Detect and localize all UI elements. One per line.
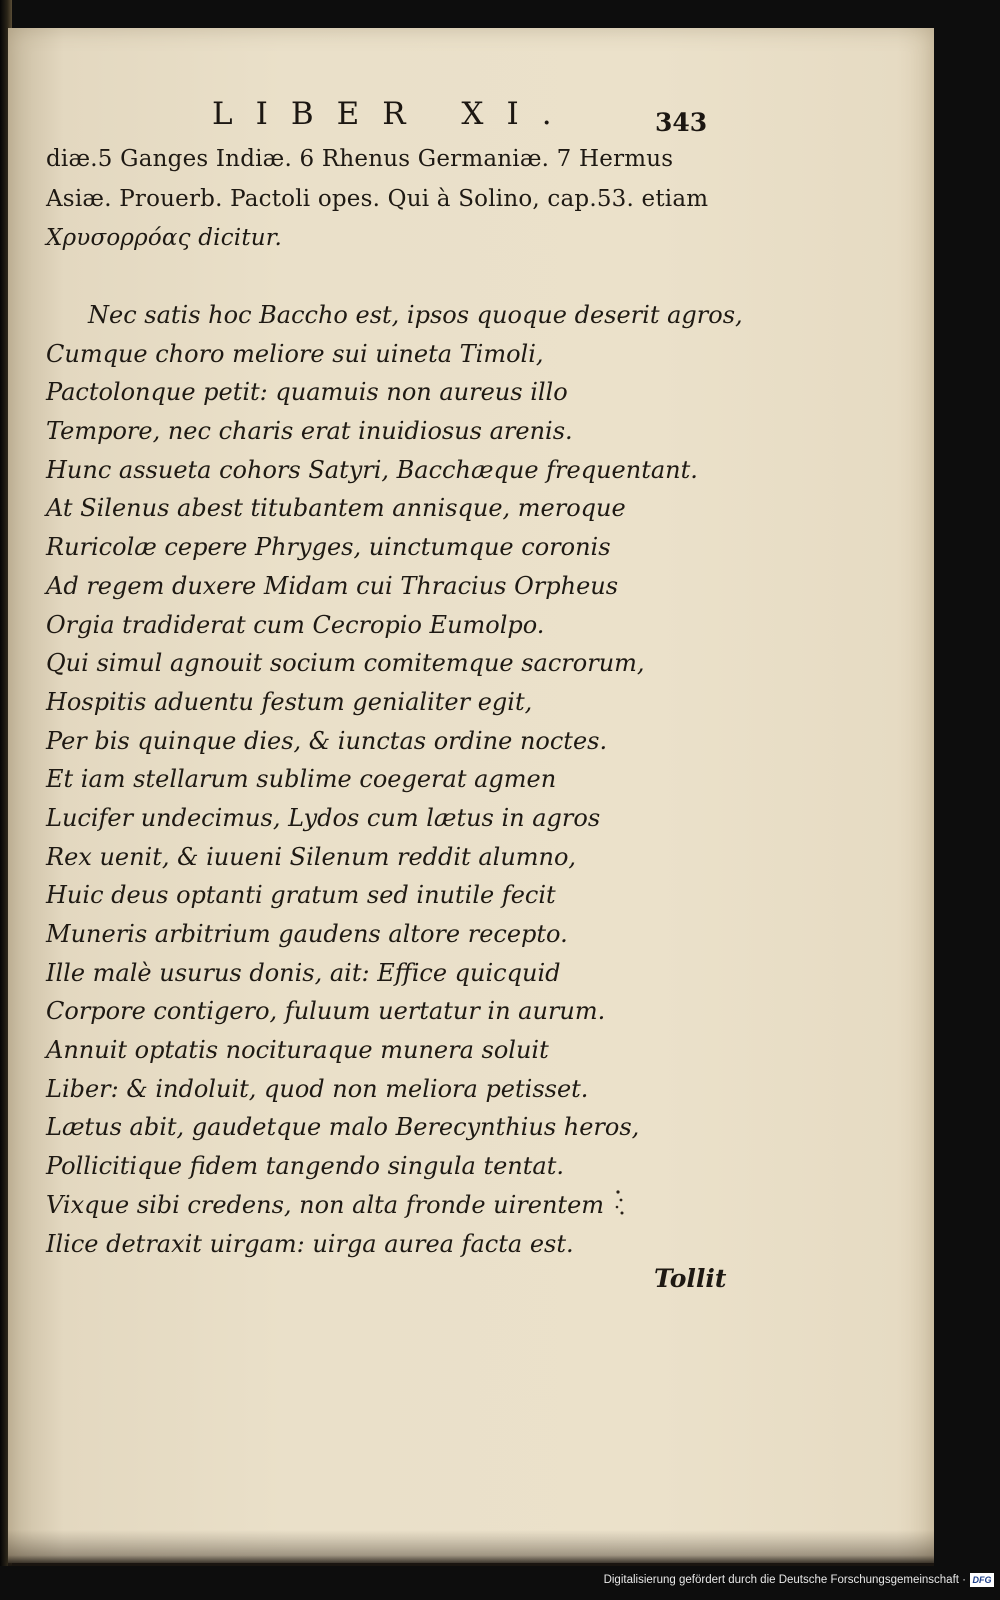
verse-line: Nec satis hoc Baccho est, ipsos quoque deserit agros,: [88, 301, 743, 329]
verse-line: Et iam stellarum sublime coegerat agmen: [46, 765, 557, 794]
verse-line: Ilice detraxit uirgam: uirga aurea facta est.: [46, 1229, 574, 1258]
verse-line: At Silenus abest titubantem annisque, meroque: [46, 494, 626, 523]
verse-line: Ille malè usurus donis, ait: Effice quicquid: [46, 958, 561, 987]
running-head: LIBER XI.: [212, 96, 575, 132]
verse-line: Rex uenit, & iuueni Silenum reddit alumno,: [46, 842, 577, 871]
verse-line: Pollicitique fidem tangendo singula tentat.: [46, 1152, 564, 1181]
verse-line: Muneris arbitrium gaudens altore recepto.: [46, 920, 568, 948]
verse-line: Ad regem duxere Midam cui Thracius Orpheus: [46, 571, 619, 600]
verse-line: Hunc assueta cohors Satyri, Bacchæque frequentant.: [46, 455, 698, 484]
commentary-line: Χρυσορρόας dicitur.: [46, 225, 282, 251]
verse-line: Liber: & indoluit, quod non meliora petisset.: [46, 1074, 589, 1103]
verse-line: Annuit optatis nocituraque munera soluit: [46, 1036, 549, 1065]
verse-line: Qui simul agnouit socium comitemque sacrorum,: [46, 649, 645, 678]
funding-credit: Digitalisierung gefördert durch die Deutsche Forschungsgemeinschaft ·: [603, 1574, 966, 1586]
verse-line: Cumque choro meliore sui uineta Timoli,: [46, 339, 544, 368]
verse-line: Per bis quinque dies, & iunctas ordine noctes.: [46, 726, 608, 755]
verse-line: Lucifer undecimus, Lydos cum lætus in agros: [46, 803, 601, 832]
commentary-line: diæ.5 Ganges Indiæ. 6 Rhenus Germaniæ. 7 Hermus: [46, 146, 674, 172]
ink-specks: [612, 1188, 628, 1218]
verse-line: Lætus abit, gaudetque malo Berecynthius heros,: [46, 1113, 640, 1142]
catchword: Tollit: [654, 1264, 727, 1293]
verse-line: Ruricolæ cepere Phryges, uinctumque coronis: [46, 533, 611, 562]
commentary-line: Asiæ. Prouerb. Pactoli opes. Qui à Solino, cap.53. etiam: [46, 186, 709, 212]
verse-line: Huic deus optanti gratum sed inutile fecit: [46, 881, 556, 910]
verse-block: [46, 296, 746, 1263]
verse-line: Corpore contigero, fuluum uertatur in aurum.: [46, 997, 606, 1026]
verse-line: Vixque sibi credens, non alta fronde uirentem: [46, 1190, 605, 1219]
verse-line: Orgia tradiderat cum Cecropio Eumolpo.: [46, 610, 545, 639]
verse-line: Pactolonque petit: quamuis non aureus illo: [46, 378, 568, 407]
page-shadow: [8, 1530, 934, 1566]
verse-line: Hospitis aduentu festum genialiter egit,: [46, 687, 533, 716]
page-number: 343: [655, 108, 708, 137]
dfg-logo[interactable]: DFG: [970, 1573, 994, 1587]
verse-line: Tempore, nec charis erat inuidiosus arenis.: [46, 417, 573, 446]
